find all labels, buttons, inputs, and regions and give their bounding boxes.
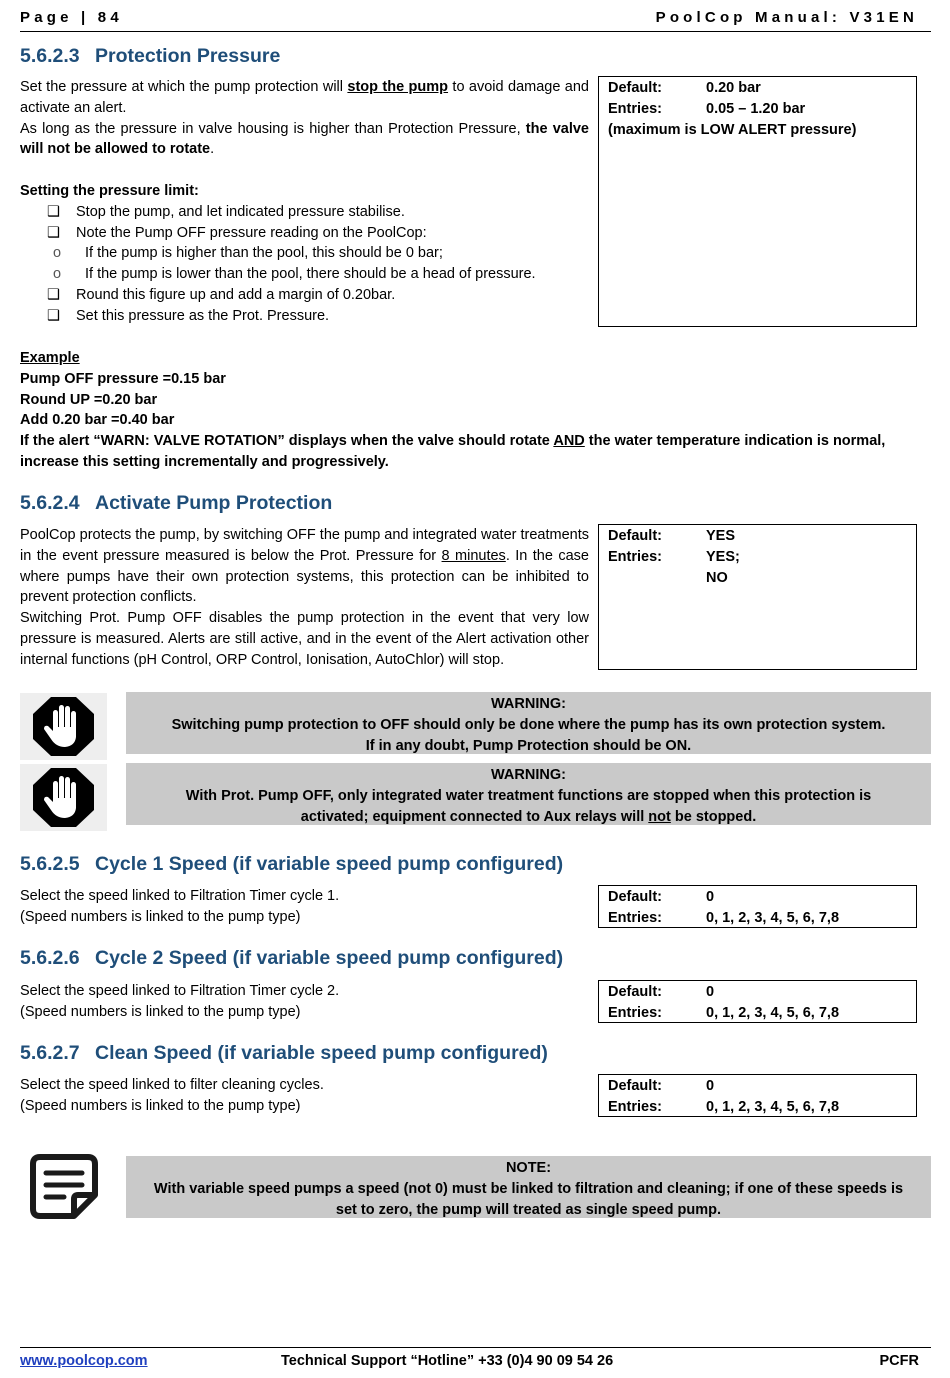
protection-pressure-text: Set the pressure at which the pump protection will stop the pump to avoid damage and activate an alert. As long as the pressure in valve housing is higher than Protection Pressure, the valve will not be allowed to rotate. Setting the pressure limit: ❑ Stop the pump, and let indicated pressure stabilise. ❑ Note the Pump OFF pressure reading on the PoolCop: o If the pump is higher than the pool, this should be 0 bar; o If the pump is lower than the pool, there should be a head of pressure. ❑ Round this figure up and add a margin of 0.20bar. ❑ Set this pressure as the Prot. Pressure. bbox=[20, 77, 589, 327]
list-item: o If the pump is lower than the pool, there should be a head of pressure. bbox=[20, 264, 589, 285]
checkbox-icon: ❑ bbox=[47, 224, 60, 241]
manual-title: PoolCop Manual: V31EN bbox=[655, 9, 918, 26]
footer-rule bbox=[20, 1347, 931, 1348]
section-heading-clean-speed: 5.6.2.7 Clean Speed (if variable speed pump configured) bbox=[20, 1042, 548, 1064]
circle-bullet: o bbox=[53, 245, 62, 262]
example-block: Example Pump OFF pressure =0.15 bar Round UP =0.20 bar Add 0.20 bar =0.40 bar If the alert “WARN: VALVE ROTATION” displays when the valve should rotate AND the water temperature indication is normal, increase this setting incrementally and progressively. bbox=[20, 350, 886, 470]
protection-pressure-settings-box: Default: 0.20 bar Entries: 0.05 – 1.20 bar (maximum is LOW ALERT pressure) bbox=[598, 76, 917, 327]
list-item: ❑ Stop the pump, and let indicated pressure stabilise. bbox=[20, 202, 589, 223]
clean-speed-settings-box: Default: 0 Entries: 0, 1, 2, 3, 4, 5, 6, 7,8 bbox=[598, 1074, 917, 1117]
clean-speed-text: Select the speed linked to filter cleaning cycles. (Speed numbers is linked to the pump type) bbox=[20, 1077, 324, 1114]
cycle-1-speed-text: Select the speed linked to Filtration Timer cycle 1. (Speed numbers is linked to the pump type) bbox=[20, 888, 340, 925]
warning-callout-2: WARNING: With Prot. Pump OFF, only integrated water treatment functions are stopped when this protection is activated; equipment connected to Aux relays will not be stopped. bbox=[126, 763, 931, 825]
support-hotline: Technical Support “Hotline” +33 (0)4 90 09 54 26 bbox=[281, 1353, 614, 1369]
section-heading-cycle-2-speed: 5.6.2.6 Cycle 2 Speed (if variable speed pump configured) bbox=[20, 947, 564, 969]
checkbox-icon: ❑ bbox=[47, 307, 60, 324]
section-heading-protection-pressure: 5.6.2.3 Protection Pressure bbox=[20, 45, 281, 67]
stop-hand-icon bbox=[20, 764, 107, 831]
cycle-2-speed-text: Select the speed linked to Filtration Timer cycle 2. (Speed numbers is linked to the pump type) bbox=[20, 983, 340, 1020]
setting-heading: Setting the pressure limit: bbox=[20, 182, 199, 199]
circle-bullet: o bbox=[53, 266, 62, 283]
header-rule bbox=[20, 31, 931, 32]
section-heading-activate-pump-protection: 5.6.2.4 Activate Pump Protection bbox=[20, 492, 333, 514]
stop-hand-icon bbox=[20, 693, 107, 760]
checkbox-icon: ❑ bbox=[47, 286, 60, 303]
page-number: Page | 84 bbox=[20, 9, 123, 26]
cycle-2-speed-settings-box: Default: 0 Entries: 0, 1, 2, 3, 4, 5, 6, 7,8 bbox=[598, 980, 917, 1023]
checkbox-icon: ❑ bbox=[47, 203, 60, 220]
note-icon bbox=[30, 1153, 100, 1221]
warning-callout-1: WARNING: Switching pump protection to OFF should only be done where the pump has its own protection system. If in any doubt, Pump Protection should be ON. bbox=[126, 692, 931, 754]
list-item: o If the pump is higher than the pool, this should be 0 bar; bbox=[20, 243, 589, 264]
list-item: ❑ Set this pressure as the Prot. Pressure. bbox=[20, 306, 589, 327]
website-link[interactable]: www.poolcop.com bbox=[20, 1353, 148, 1369]
section-heading-cycle-1-speed: 5.6.2.5 Cycle 1 Speed (if variable speed pump configured) bbox=[20, 853, 564, 875]
list-item: ❑ Note the Pump OFF pressure reading on the PoolCop: bbox=[20, 223, 589, 244]
note-callout: NOTE: With variable speed pumps a speed (not 0) must be linked to filtration and cleaning; if one of these speeds is set to zero, the pump will treated as single speed pump. bbox=[126, 1156, 931, 1218]
document-code: PCFR bbox=[879, 1353, 919, 1369]
list-item: ❑ Round this figure up and add a margin of 0.20bar. bbox=[20, 285, 589, 306]
activate-pump-protection-settings-box: Default: YES Entries: YES; NO bbox=[598, 524, 917, 670]
cycle-1-speed-settings-box: Default: 0 Entries: 0, 1, 2, 3, 4, 5, 6, 7,8 bbox=[598, 885, 917, 928]
activate-pump-protection-text: PoolCop protects the pump, by switching OFF the pump and integrated water treatments in the event pressure measured is below the Prot. Pressure for 8 minutes. In the case where pumps have their own protection systems, this protection can be inhibited to prevent protection conflicts. Switching Prot. Pump OFF disables the pump protection in the event that very low pressure is measured. Alerts are still active, and in the event of the Alert activation other internal functions (pH Control, ORP Control, Ionisation, AutoChlor) will stop. bbox=[20, 527, 590, 668]
